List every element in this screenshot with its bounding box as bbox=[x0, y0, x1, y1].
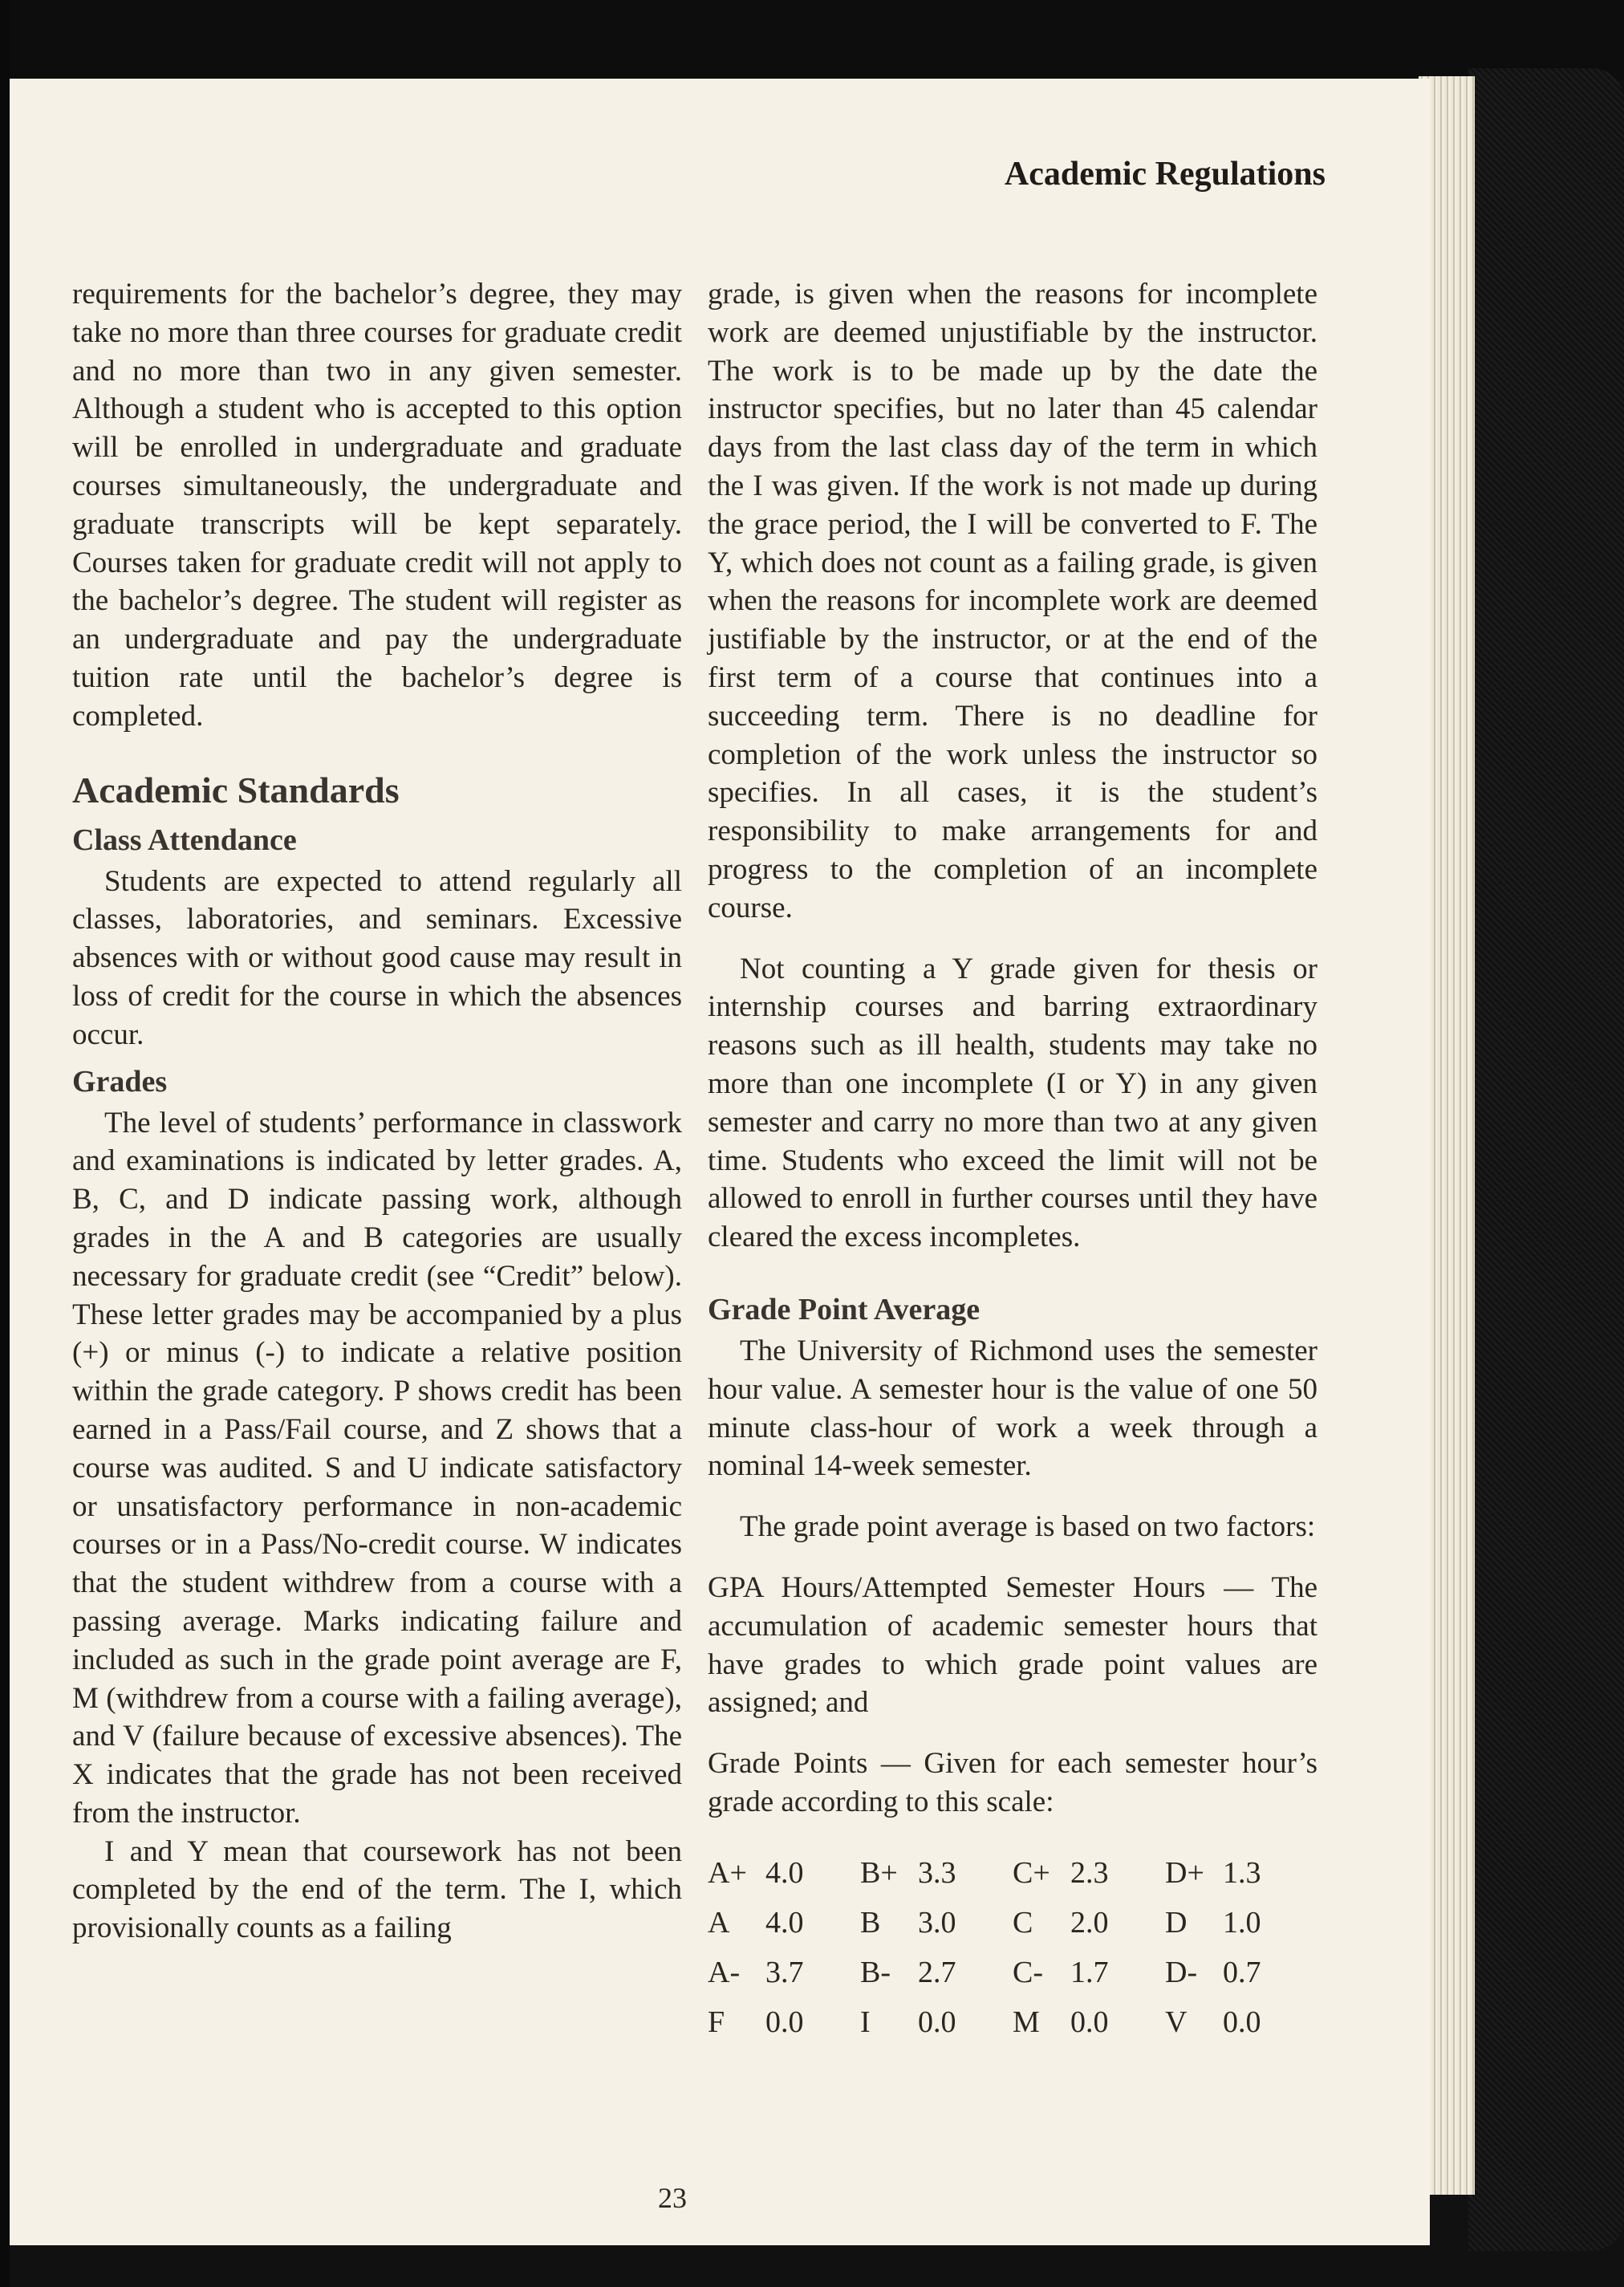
grade-cell bbox=[860, 1854, 1013, 1892]
grade-letter: C+ bbox=[1013, 1855, 1050, 1890]
limit-paragraph: Not counting a Y grade given for thesis or internship courses and barring extraordinary reasons such as ill health, students may take no more than one incomplete (I or Y) in any given semester and carry no more than two at any given time. Students who exceed the limit will not be allowed to enroll in further courses until they have cleared the excess incompletes. bbox=[708, 952, 1317, 1254]
grade-letter: A- bbox=[708, 1955, 741, 1989]
factors-paragraph: The grade point average is based on two factors: bbox=[740, 1510, 1316, 1544]
book-cover bbox=[1468, 68, 1624, 2251]
grade-cell bbox=[1013, 1953, 1165, 1992]
grade-value: 1.0 bbox=[1223, 1905, 1261, 1940]
grade-letter: D bbox=[1165, 1905, 1188, 1940]
grade-letter: B- bbox=[860, 1955, 891, 1989]
grade-letter: I bbox=[860, 2005, 871, 2039]
grade-cell bbox=[708, 1903, 860, 1942]
grades-paragraph: The level of students’ performance in classwork and examinations is indicated by letter grades. A, B, C, and D indicate passing work, although grades in the A and B categories are usually necessary for graduate credit (see “Credit” below). These letter grades may be accompanied by a plus (+) or minus (-) to indicate a relative position within the grade category. P shows credit has been earned in a Pass/Fail course, and Z shows that a course was audited. S and U indicate satisfactory or unsatisfactory performance in non-academic courses or in a Pass/No-credit course. W indicates that the student withdrew from a course with a passing average. Marks indicating failure and included as such in the grade point average are F, M (withdrew from a course with a failing average), and V (failure because of excessive absences). The X indicates that the grade has not been received from the instructor. bbox=[72, 1106, 682, 1830]
left-column bbox=[72, 275, 682, 1948]
factor-points: Grade Points — Given for each semester hour’s grade according to this scale: bbox=[708, 1747, 1317, 1818]
grade-cell bbox=[1165, 1953, 1317, 1992]
grade-value: 0.0 bbox=[918, 2005, 956, 2039]
section-heading: Academic Standards bbox=[72, 769, 400, 810]
grade-cell bbox=[1165, 1854, 1317, 1892]
grade-letter: B+ bbox=[860, 1855, 898, 1890]
grade-value: 3.3 bbox=[918, 1855, 956, 1890]
continued-paragraph: grade, is given when the reasons for incomplete work are deemed unjustifiable by the instructor. The work is to be made up by the date the instructor specifies, but no later than 45 calendar days from the last class day of the term in which the I was given. If the work is not made up during the grace period, the I will be converted to F. The Y, which does not count as a failing grade, is given when the reasons for incomplete work are deemed justifiable by the instructor, or at the end of the first term of a course that continues into a succeeding term. There is no deadline for completion of the work unless the instructor so specifies. In all cases, it is the student’s responsibility to make arrangements for and progress to the completion of an incomplete course. bbox=[708, 278, 1317, 924]
incomplete-paragraph: I and Y mean that coursework has not been completed by the end of the term. The I, which provisionally counts as a failing bbox=[72, 1834, 682, 1945]
page-number: 23 bbox=[658, 2182, 687, 2214]
grade-value: 4.0 bbox=[765, 1905, 804, 1940]
grade-cell bbox=[1013, 1903, 1165, 1942]
grade-cell bbox=[1165, 1903, 1317, 1942]
running-header: Academic Regulations bbox=[1004, 156, 1326, 193]
book-page bbox=[10, 79, 1430, 2245]
grade-value: 1.7 bbox=[1070, 1955, 1109, 1989]
gpa-paragraph: The University of Richmond uses the semester hour value. A semester hour is the value of one 50 minute class-hour of work a week through a nominal 14-week semester. bbox=[708, 1334, 1317, 1483]
grade-letter: V bbox=[1165, 2005, 1188, 2039]
grade-letter: B bbox=[860, 1905, 881, 1940]
grade-value: 2.0 bbox=[1070, 1905, 1109, 1940]
grade-value: 3.7 bbox=[765, 1955, 804, 1989]
grade-value: 2.3 bbox=[1070, 1855, 1109, 1890]
intro-paragraph: requirements for the bachelor’s degree, they may take no more than three courses for graduate credit and no more than two in any given semester. Although a student who is accepted to this option will be enrolled in undergraduate and graduate courses simultaneously, the undergraduate and graduate transcripts will be kept separately. Courses taken for graduate credit will not apply to the bachelor’s degree. The student will register as an undergraduate and pay the undergraduate tuition rate until the bachelor’s degree is completed. bbox=[72, 278, 682, 733]
grade-cell bbox=[708, 2003, 860, 2041]
grade-cell bbox=[860, 1903, 1013, 1942]
scan-background bbox=[0, 0, 1624, 80]
grades-heading: Grades bbox=[72, 1064, 168, 1099]
grade-cell bbox=[708, 1953, 860, 1992]
grade-letter: C bbox=[1013, 1905, 1033, 1940]
grade-letter: A+ bbox=[708, 1855, 747, 1890]
grade-value: 0.0 bbox=[765, 2005, 804, 2039]
attendance-heading: Class Attendance bbox=[72, 823, 297, 857]
grade-letter: D+ bbox=[1165, 1855, 1204, 1890]
grade-cell bbox=[708, 1854, 860, 1892]
grade-cell bbox=[860, 2003, 1013, 2041]
grade-cell bbox=[1013, 2003, 1165, 2041]
grade-value: 0.0 bbox=[1070, 2005, 1109, 2039]
factor-hours: GPA Hours/Attempted Semester Hours — The accumulation of academic semester hours that have grades to which grade point values are assigned; and bbox=[708, 1570, 1317, 1720]
grade-cell bbox=[1013, 1854, 1165, 1892]
grade-value: 0.0 bbox=[1223, 2005, 1261, 2039]
grade-value: 3.0 bbox=[918, 1905, 956, 1940]
right-column bbox=[708, 275, 1317, 2041]
attendance-paragraph: Students are expected to attend regularly all classes, laboratories, and seminars. Excessive absences with or without good cause may result in loss of credit for the course in which the absences occur. bbox=[72, 864, 682, 1051]
grade-cell bbox=[860, 1953, 1013, 1992]
grade-value: 4.0 bbox=[765, 1855, 804, 1890]
grade-scale-table bbox=[708, 1854, 1317, 2041]
grade-letter: C- bbox=[1013, 1955, 1043, 1989]
grade-cell bbox=[1165, 2003, 1317, 2041]
scan-edge bbox=[0, 0, 10, 2287]
grade-value: 0.7 bbox=[1223, 1955, 1261, 1989]
grade-letter: A bbox=[708, 1905, 730, 1940]
grade-letter: D- bbox=[1165, 1955, 1198, 1989]
grade-value: 2.7 bbox=[918, 1955, 956, 1989]
gpa-heading: Grade Point Average bbox=[708, 1292, 980, 1326]
grade-value: 1.3 bbox=[1223, 1855, 1261, 1890]
grade-letter: M bbox=[1013, 2005, 1040, 2039]
grade-letter: F bbox=[708, 2005, 725, 2039]
